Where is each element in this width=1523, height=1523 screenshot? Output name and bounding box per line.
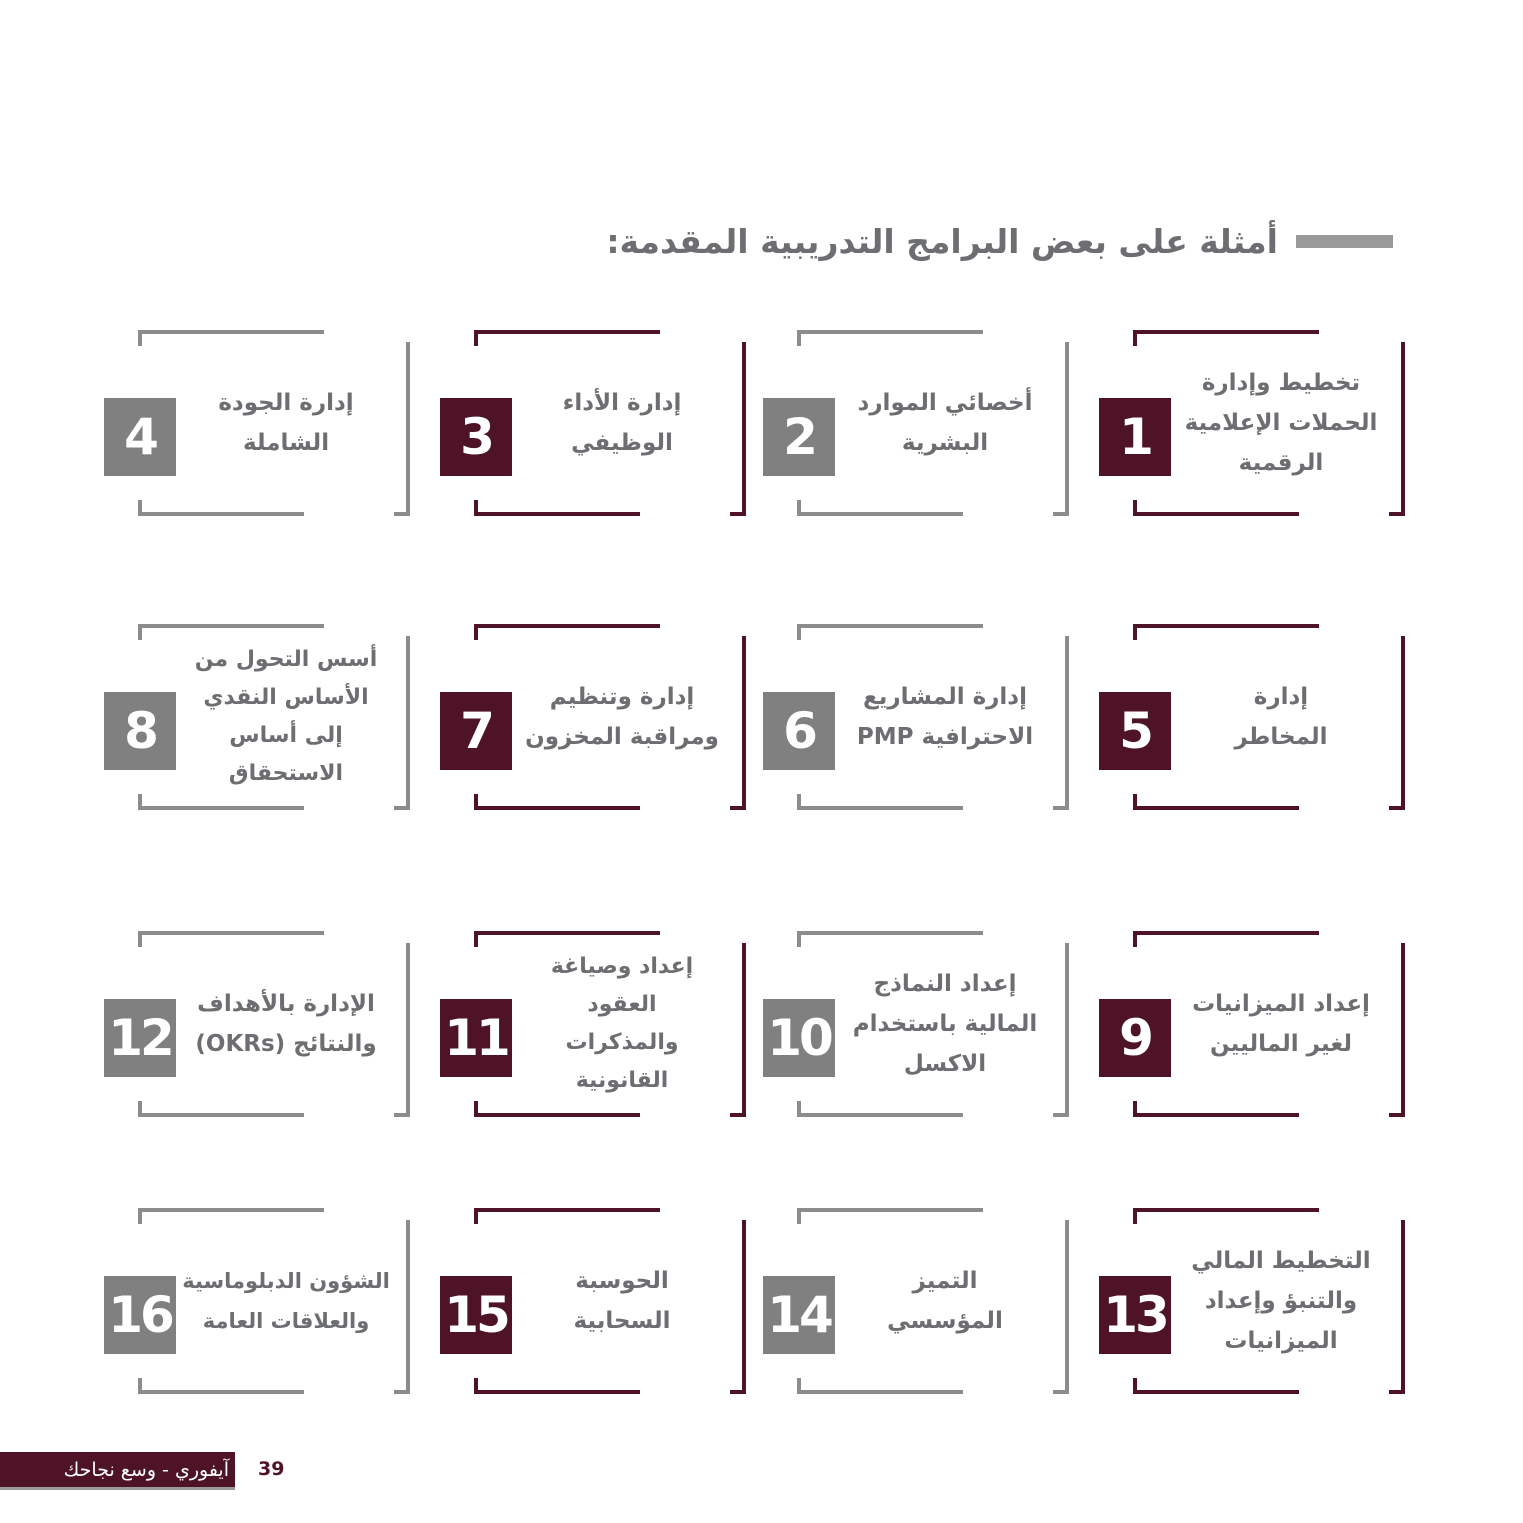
program-number: 15 — [440, 1276, 512, 1354]
program-card — [1099, 1208, 1405, 1394]
program-card — [440, 931, 746, 1117]
program-number: 4 — [104, 398, 176, 476]
program-card — [104, 931, 410, 1117]
program-number: 16 — [104, 1276, 176, 1354]
program-title: إعداد وصياغة العقود والمذكرات القانونية — [550, 954, 694, 1093]
program-number: 12 — [104, 999, 176, 1077]
program-number: 8 — [104, 692, 176, 770]
program-title: الشؤون الدبلوماسية والعلاقات العامة — [182, 1269, 390, 1333]
program-number: 10 — [763, 999, 835, 1077]
program-title: إعداد النماذج المالية باستخدام الاكسل — [852, 971, 1038, 1077]
program-number: 5 — [1099, 692, 1171, 770]
program-number: 6 — [763, 692, 835, 770]
program-number: 9 — [1099, 999, 1171, 1077]
program-title: إعداد الميزانيات لغير الماليين — [1192, 991, 1370, 1057]
program-card — [763, 330, 1069, 516]
program-card — [440, 1208, 746, 1394]
program-card — [104, 624, 410, 810]
program-number: 14 — [763, 1276, 835, 1354]
program-title: إدارة وتنظيم ومراقبة المخزون — [525, 684, 719, 750]
program-number: 1 — [1099, 398, 1171, 476]
heading-accent-bar — [1296, 235, 1393, 248]
program-title: إدارة الأداء الوظيفي — [562, 390, 682, 456]
program-card — [1099, 624, 1405, 810]
program-title: الإدارة بالأهداف والنتائج (OKRs) — [195, 991, 377, 1057]
page-number: 39 — [258, 1458, 285, 1480]
program-number: 7 — [440, 692, 512, 770]
program-card — [763, 1208, 1069, 1394]
program-title: التميز المؤسسي — [887, 1268, 1003, 1334]
program-card — [763, 624, 1069, 810]
program-title: الحوسبة السحابية — [573, 1268, 671, 1334]
program-card — [1099, 330, 1405, 516]
program-number: 11 — [440, 999, 512, 1077]
program-card — [104, 330, 410, 516]
program-card — [104, 1208, 410, 1394]
program-number: 13 — [1099, 1276, 1171, 1354]
program-title: التخطيط المالي والتنبؤ وإعداد الميزانيات — [1191, 1248, 1371, 1354]
program-title: أسس التحول من الأساس النقدي إلى أساس الاستحقاق — [194, 647, 378, 786]
program-title: أخصائي الموارد البشرية — [857, 390, 1033, 456]
program-card — [440, 624, 746, 810]
program-title: إدارة الجودة الشاملة — [218, 390, 354, 456]
program-title: إدارة المشاريع الاحترافية PMP — [856, 684, 1034, 750]
section-heading — [606, 222, 1393, 261]
footer-brand-bar — [0, 1452, 235, 1490]
program-title: إدارة المخاطر — [1234, 684, 1328, 750]
program-title: تخطيط وإدارة الحملات الإعلامية الرقمية — [1184, 370, 1378, 476]
program-card — [440, 330, 746, 516]
program-card — [1099, 931, 1405, 1117]
page-title: أمثلة على بعض البرامج التدريبية المقدمة: — [606, 222, 1278, 261]
program-card — [763, 931, 1069, 1117]
program-number: 3 — [440, 398, 512, 476]
program-number: 2 — [763, 398, 835, 476]
footer-brand: آيفوري - وسع نجاحك — [63, 1458, 229, 1481]
